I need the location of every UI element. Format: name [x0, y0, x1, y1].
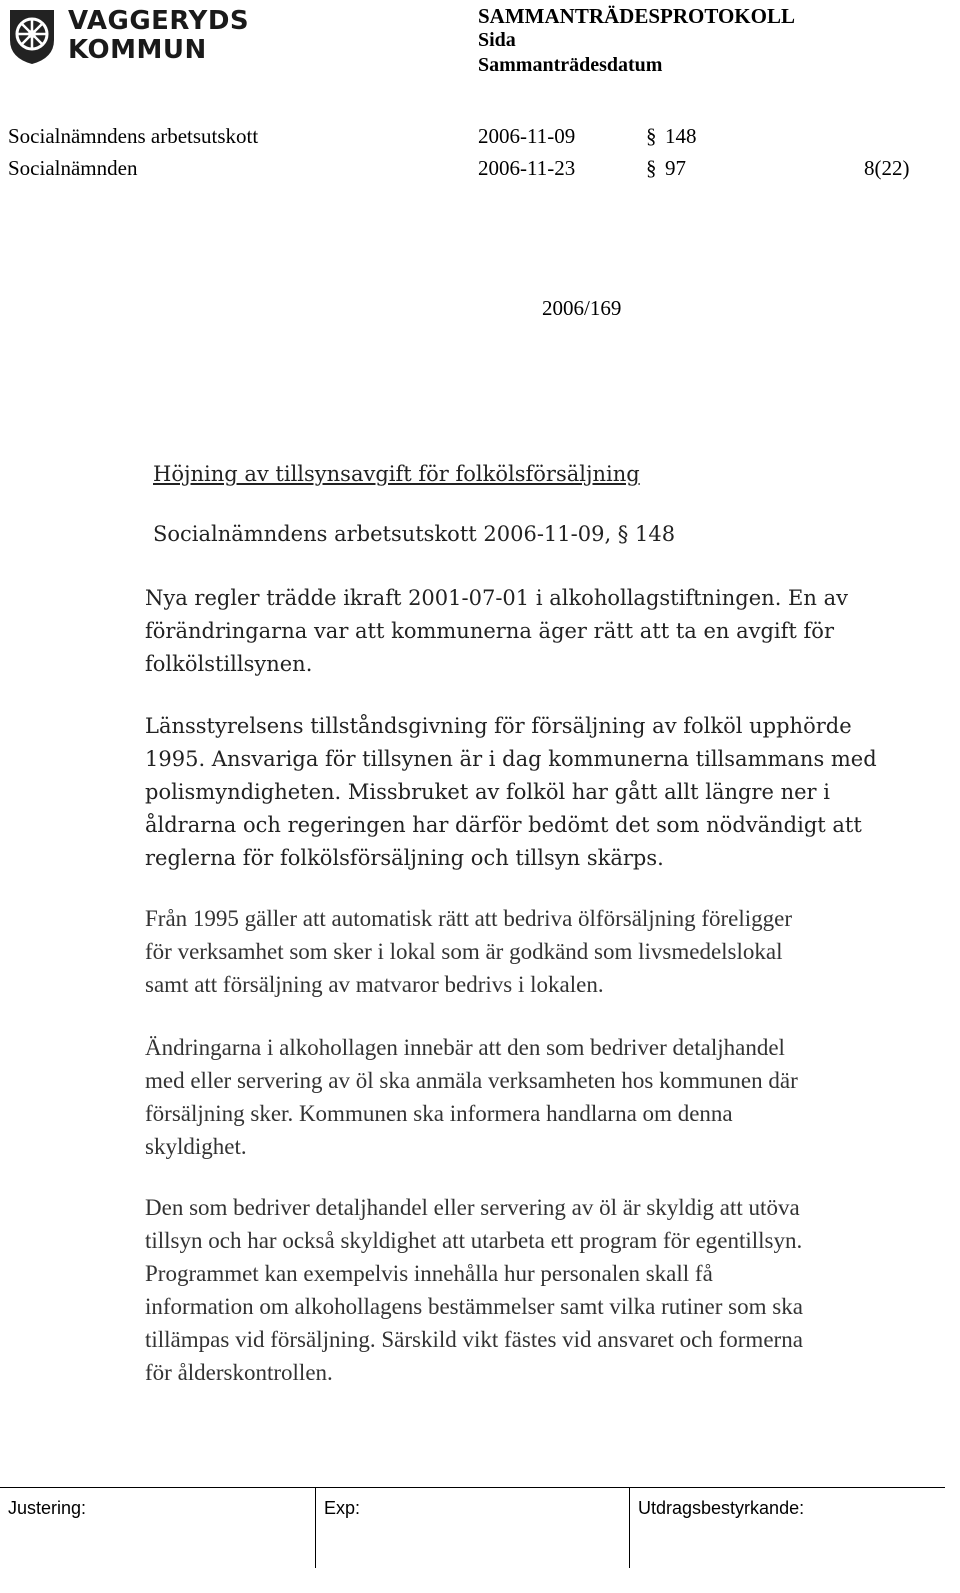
- page-number: 8(22): [864, 156, 910, 180]
- meeting-date-1: 2006-11-09: [478, 124, 576, 148]
- paragraph-line: Från 1995 gäller att automatisk rätt att bedriva ölförsäljning föreligger: [145, 906, 792, 931]
- case-number: 2006/169: [542, 296, 622, 320]
- paragraph-line: Nya regler trädde ikraft 2001-07-01 i alkohollagstiftningen. En av: [145, 586, 848, 610]
- paragraph-2: [145, 710, 877, 875]
- paragraph-1: [145, 582, 848, 681]
- paragraph-line: förändringarna var att kommunerna äger rätt att ta en avgift för: [145, 619, 834, 643]
- logo-line-1: VAGGERYDS: [68, 6, 250, 36]
- paragraph-line: information om alkohollagens bestämmelser samt vilka rutiner som ska: [145, 1294, 803, 1319]
- logo-line-2: KOMMUN: [68, 35, 207, 65]
- meeting-number-1: 148: [665, 124, 697, 148]
- paragraph-line: Länsstyrelsens tillståndsgivning för försäljning av folköl upphörde: [145, 714, 852, 738]
- paragraph-line: för ålderskontrollen.: [145, 1360, 333, 1385]
- footer-exp-cell: [315, 1488, 629, 1568]
- meeting-body-2: Socialnämnden: [8, 156, 138, 180]
- document-type: SAMMANTRÄDESPROTOKOLL: [478, 4, 795, 28]
- meeting-body-1: Socialnämndens arbetsutskott: [8, 124, 259, 148]
- paragraph-line: tillsyn och har också skyldighet att utarbeta ett program för egentillsyn.: [145, 1228, 803, 1253]
- paragraph-line: reglerna för folkölsförsäljning och tillsyn skärps.: [145, 846, 664, 870]
- header-page-label: Sida: [478, 29, 516, 51]
- paragraph-line: för verksamhet som sker i lokal som är godkänd som livsmedelslokal: [145, 939, 783, 964]
- paragraph-line: med eller servering av öl ska anmäla verksamheten hos kommunen där: [145, 1068, 798, 1093]
- paragraph-line: försäljning sker. Kommunen ska informera handlarna om denna: [145, 1101, 733, 1126]
- paragraph-line: 1995. Ansvariga för tillsynen är i dag kommunerna tillsammans med: [145, 747, 877, 771]
- footer-exp-label: Exp:: [324, 1498, 361, 1518]
- paragraph-line: åldrarna och regeringen har därför bedömt det som nödvändigt att: [145, 813, 862, 837]
- meeting-date-2: 2006-11-23: [478, 156, 576, 180]
- footer-utdrag-cell: [629, 1488, 945, 1568]
- paragraph-line: polismyndigheten. Missbruket av folköl har gått allt längre ner i: [145, 780, 830, 804]
- paragraph-line: skyldighet.: [145, 1134, 247, 1159]
- header-date-label: Sammanträdesdatum: [478, 54, 663, 76]
- paragraph-line: Programmet kan exempelvis innehålla hur personalen skall få: [145, 1261, 713, 1286]
- meeting-number-2: 97: [665, 156, 686, 180]
- subject-heading: Höjning av tillsynsavgift för folkölsförsäljning: [153, 462, 640, 486]
- coat-of-arms-icon: [6, 6, 58, 66]
- signature-footer: [0, 1487, 945, 1568]
- footer-justering-label: Justering:: [8, 1498, 87, 1518]
- paragraph-line: tillämpas vid försäljning. Särskild vikt fästes vid ansvaret och formerna: [145, 1327, 803, 1352]
- reference-line: Socialnämndens arbetsutskott 2006-11-09, § 148: [153, 522, 676, 546]
- footer-utdrag-label: Utdragsbestyrkande:: [638, 1498, 805, 1518]
- paragraph-5: [145, 1191, 803, 1389]
- paragraph-line: Den som bedriver detaljhandel eller servering av öl är skyldig att utöva: [145, 1195, 800, 1220]
- footer-justering-cell: [0, 1488, 315, 1568]
- municipality-logo: [6, 6, 250, 68]
- meeting-section-sign-2: §: [646, 156, 657, 180]
- paragraph-line: samt att försäljning av matvaror bedrivs i lokalen.: [145, 972, 604, 997]
- paragraph-line: Ändringarna i alkohollagen innebär att den som bedriver detaljhandel: [145, 1035, 785, 1060]
- paragraph-4: [145, 1031, 798, 1163]
- paragraph-3: [145, 902, 792, 1001]
- paragraph-line: folkölstillsynen.: [145, 652, 313, 676]
- meeting-section-sign-1: §: [646, 124, 657, 148]
